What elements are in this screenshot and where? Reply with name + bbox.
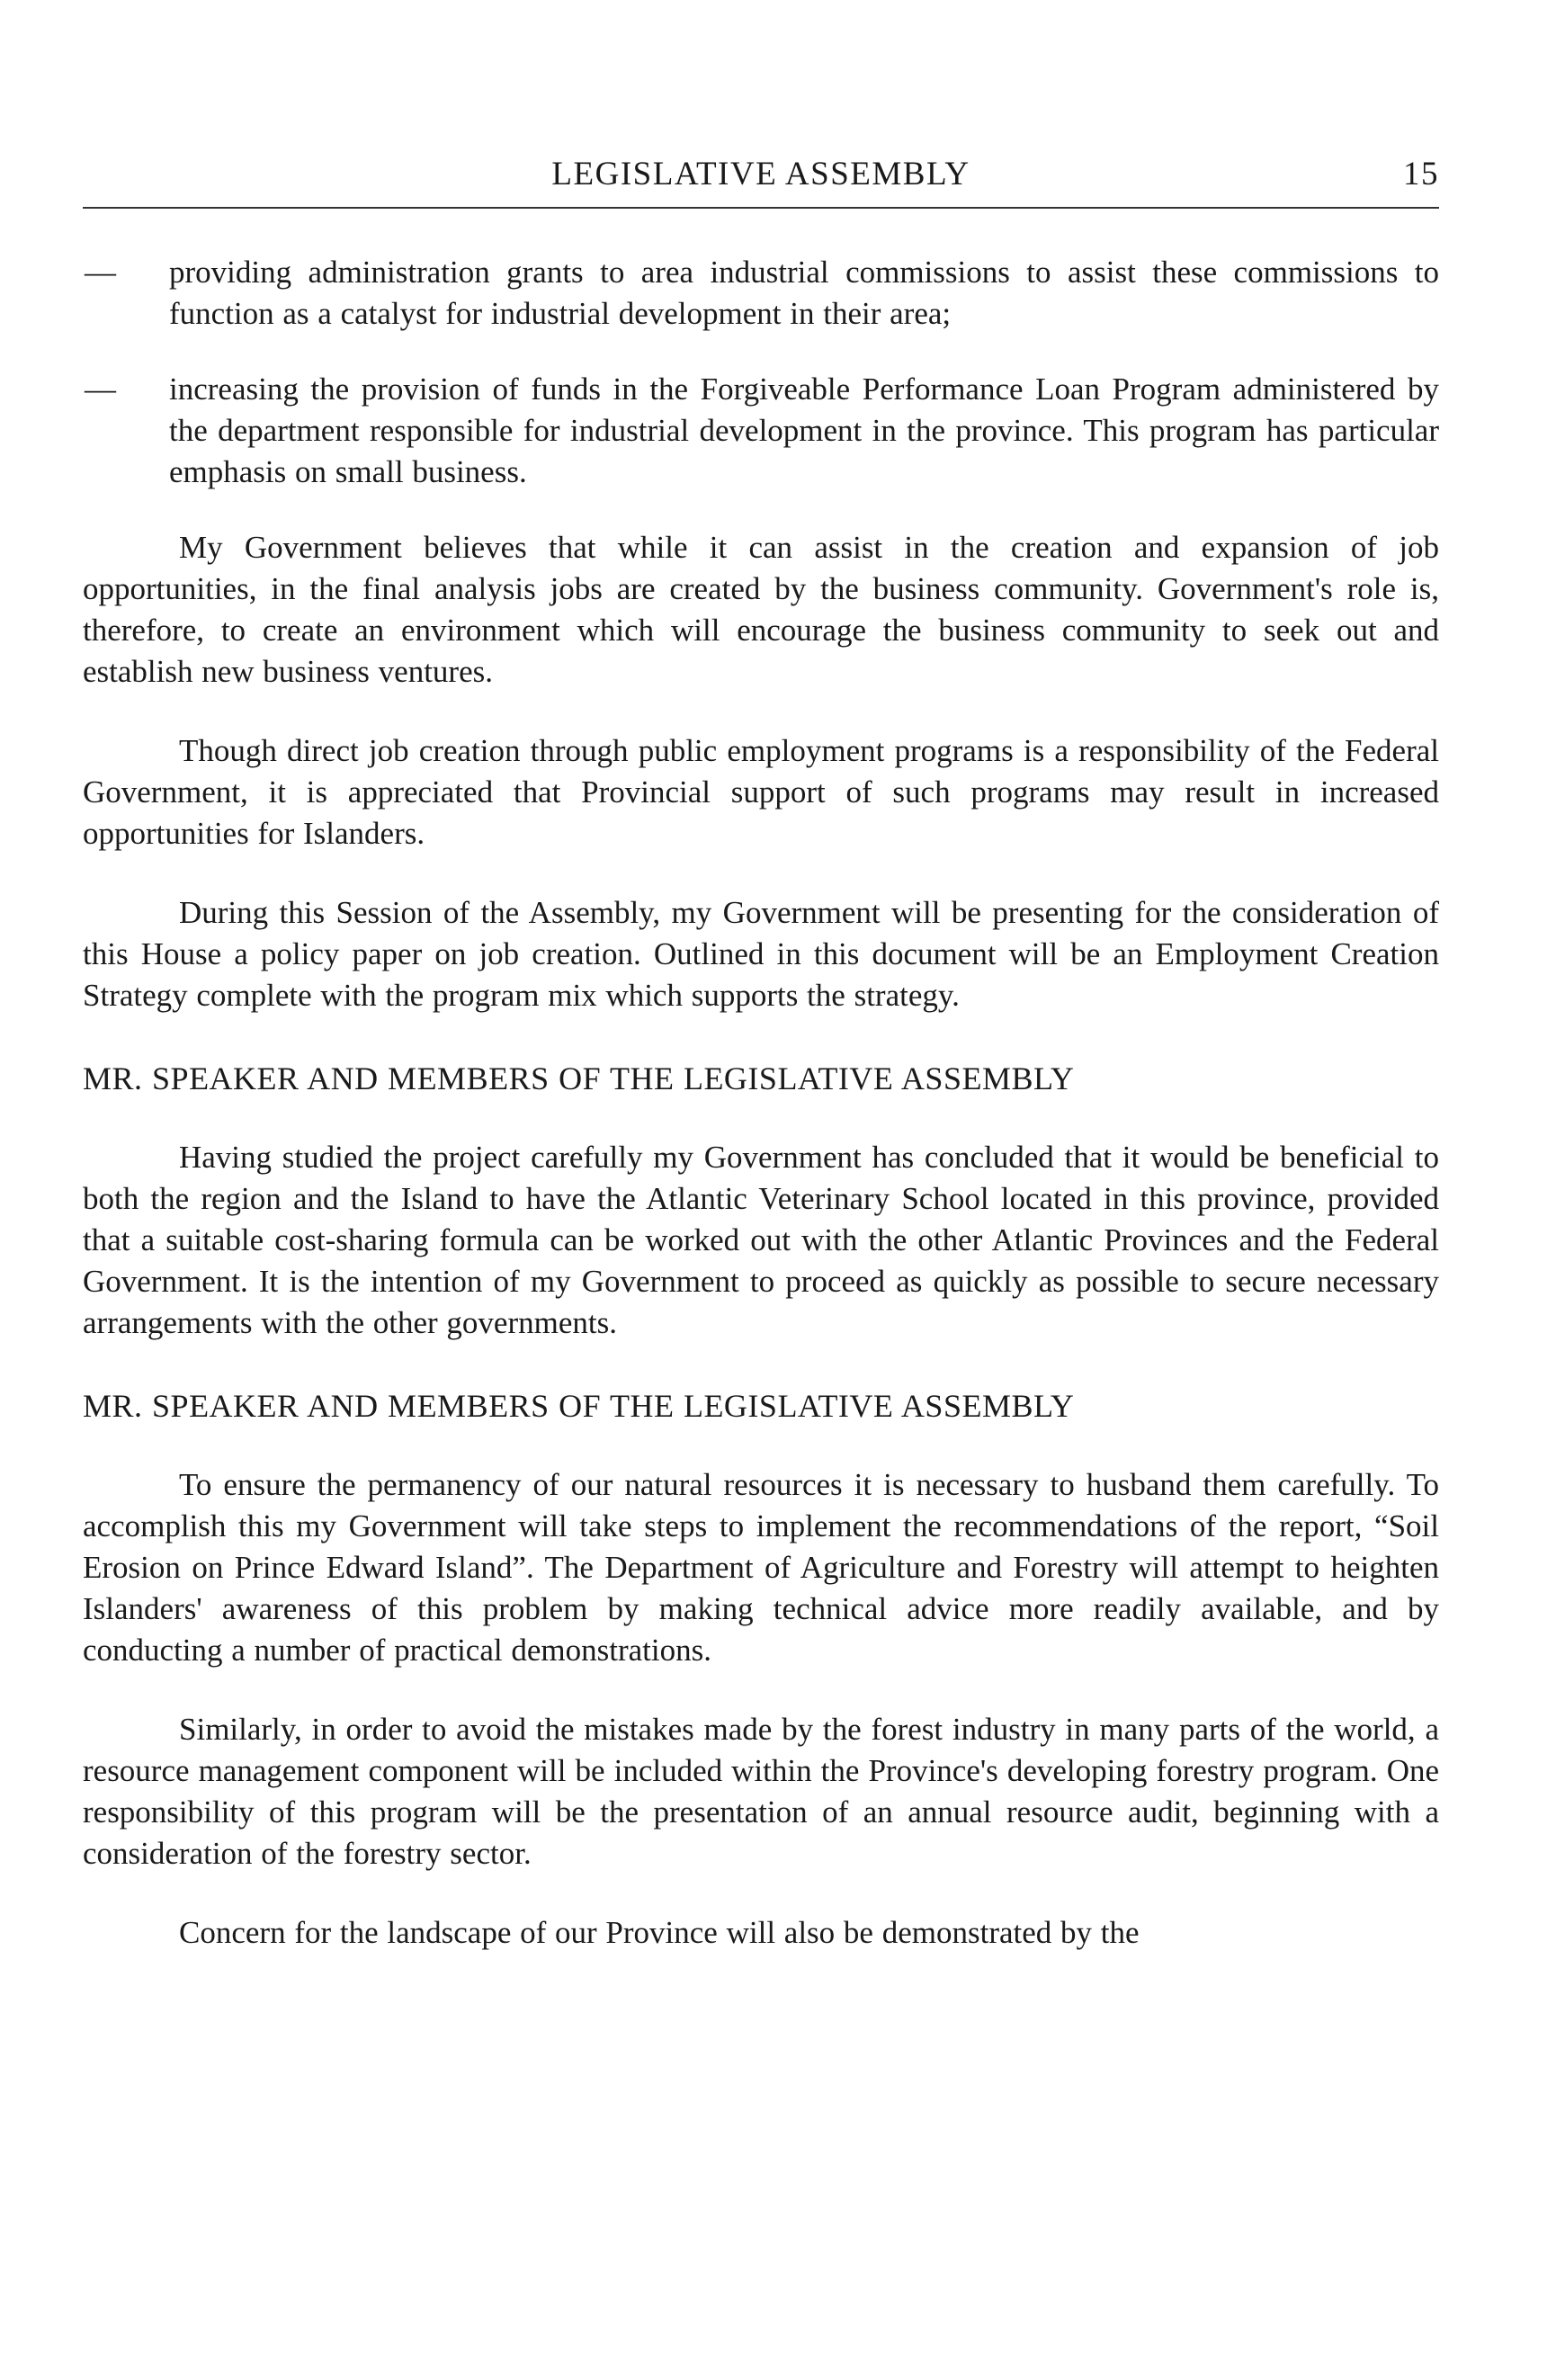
- page-number: 15: [1403, 156, 1439, 192]
- paragraph: During this Session of the Assembly, my Government will be presenting for the consideration of this House a policy paper on job creation. Outlined in this document will be an Employment Creation Strategy complete with the program mix which supports the strategy.: [83, 895, 1439, 1013]
- paragraph: My Government believes that while it can assist in the creation and expansion of job opportunities, in the final analysis jobs are created by the business community. Government's role is, therefore, to create an environment which will encourage the business community to seek out and establish new business ventures.: [83, 530, 1439, 689]
- paragraph: Concern for the landscape of our Province will also be demonstrated by the: [179, 1915, 1140, 1950]
- bullet-item: [83, 252, 1439, 335]
- paragraph: Having studied the project carefully my Government has concluded that it would be beneficial to both the region and the Island to have the Atlantic Veterinary School located in this province, provided that a suitable cost-sharing formula can be worked out with the other Atlantic Provinces and the Federal Government. It is the intention of my Government to proceed as quickly as possible to secure necessary arrangements with the other governments.: [83, 1140, 1439, 1340]
- bullet-text: increasing the provision of funds in the Forgiveable Performance Loan Program administered by the department responsible for industrial development in the province. This program has particular emphasis on small business.: [169, 371, 1439, 489]
- dash-marker: —: [85, 371, 116, 407]
- body-text: [83, 252, 1439, 1954]
- section-heading: MR. SPEAKER AND MEMBERS OF THE LEGISLATIVE ASSEMBLY: [83, 1388, 1075, 1424]
- paragraph: Though direct job creation through public employment programs is a responsibility of the Federal Government, it is appreciated that Provincial support of such programs may result in increased opportunities for Islanders.: [83, 733, 1439, 851]
- dash-marker: —: [85, 255, 116, 290]
- header-rule: [83, 207, 1439, 209]
- document-page: [83, 155, 1439, 1991]
- running-title: LEGISLATIVE ASSEMBLY: [551, 156, 970, 192]
- section-heading: MR. SPEAKER AND MEMBERS OF THE LEGISLATIVE ASSEMBLY: [83, 1060, 1075, 1096]
- paragraph: Similarly, in order to avoid the mistakes made by the forest industry in many parts of the world, a resource management component will be included within the Province's developing forestry program. One responsibility of this program will be the presentation of an annual resource audit, beginning with a consideration of the forestry sector.: [83, 1712, 1439, 1871]
- bullet-text: providing administration grants to area industrial commissions to assist these commissions to function as a catalyst for industrial development in their area;: [169, 255, 1439, 331]
- bullet-item: [83, 369, 1439, 493]
- paragraph: To ensure the permanency of our natural resources it is necessary to husband them carefully. To accomplish this my Government will take steps to implement the recommendations of the report, “Soil Erosion on Prince Edward Island”. The Department of Agriculture and Forestry will attempt to heighten Islanders' awareness of this problem by making technical advice more readily available, and by conducting a number of practical demonstrations.: [83, 1467, 1439, 1668]
- running-header: [83, 155, 1439, 198]
